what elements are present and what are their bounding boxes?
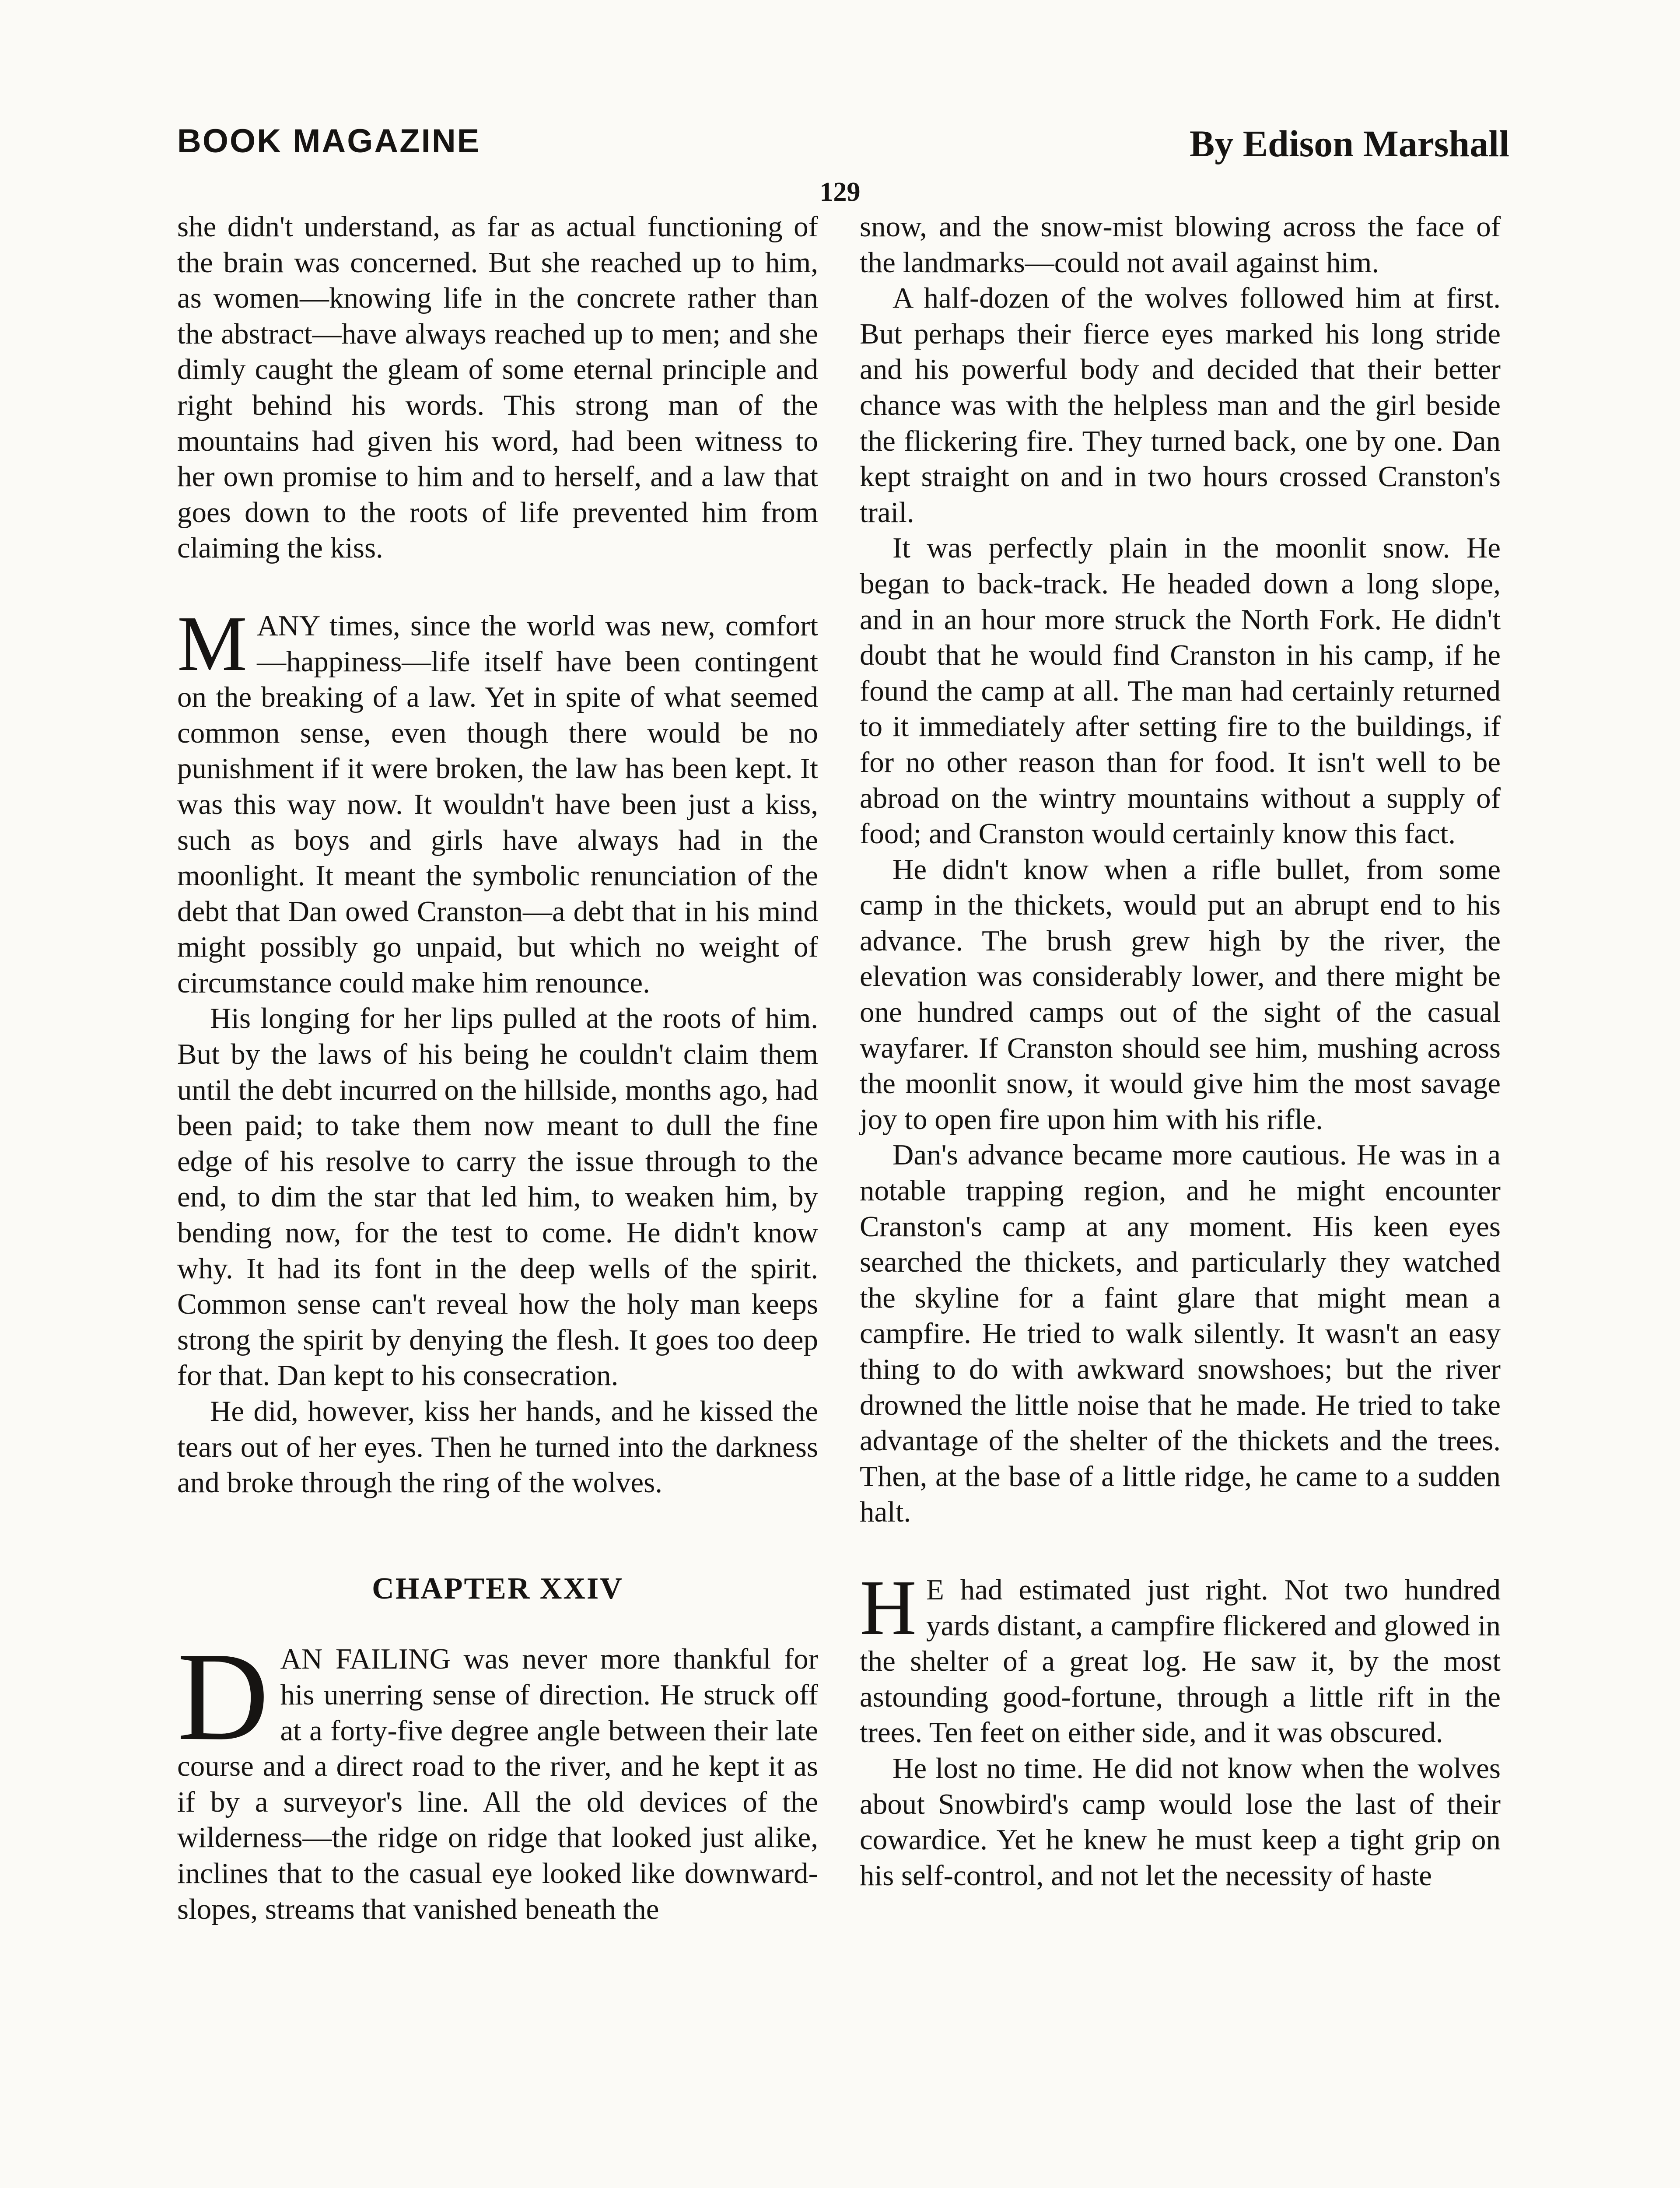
section-spacer [177, 1501, 818, 1571]
section-spacer [177, 566, 818, 608]
paragraph: It was perfectly plain in the moonlit snow. He began to back-track. He headed down a long slope, and in an hour more struck the North Fork. He didn't doubt that he would find Cranston in his camp, if he found the camp at all. The man had certainly returned to it immediately after setting fire to the buildings, if for no other reason than for food. It isn't well to be abroad on the wintry mountains without a supply of food; and Cranston would certainly know this fact. [860, 532, 1501, 850]
paragraph-text: AN FAILING was never more thankful for his unerring sense of direction. He struck off at a forty-five degree angle between their late course and a direct road to the river, and he kept it as if by a surveyor's line. All the old devices of the wilderness—the ridge on ridge that looked just alike, inclines that to the casual eye looked like downward-slopes, streams that vanished beneath the [177, 1643, 818, 1925]
page-number: 129 [819, 177, 861, 207]
paragraph: snow, and the snow-mist blowing across the face of the landmarks—could not avail against him. [860, 210, 1501, 279]
paragraph: Dan's advance became more cautious. He was in a notable trapping region, and he might encounter Cranston's camp at any moment. His keen eyes searched the thickets, and particularly they watched the skyline for a faint glare that might mean a campfire. He tried to walk silently. It wasn't an easy thing to do with awkward snowshoes; but the river drowned the little noise that he made. He tried to take advantage of the shelter of the thickets and the trees. Then, at the base of a little ridge, he came to a sudden halt. [860, 1139, 1501, 1529]
left-column [177, 209, 818, 1927]
paragraph-text: E had estimated just right. Not two hundred yards distant, a campfire flickered and glowed in the shelter of a great log. He saw it, by the most astounding good-fortune, through a little rift in the trees. Ten feet on either side, and it was obscured. [860, 1573, 1501, 1749]
paragraph: A half-dozen of the wolves followed him at first. But perhaps their fierce eyes marked his long stride and his powerful body and decided that their better chance was with the helpless man and the girl beside the flickering fire. They turned back, one by one. Dan kept straight on and in two hours crossed Cranston's trail. [860, 282, 1501, 529]
chapter-heading: CHAPTER XXIV [372, 1571, 623, 1606]
paragraph: His longing for her lips pulled at the roots of him. But by the laws of his being he couldn't claim them until the debt incurred on the hillside, months ago, had been paid; to take them now meant to dull the fine edge of his resolve to carry the issue through to the end, to dim the star that led him, to weaken him, by bending now, for the test to come. He didn't know why. It had its font in the deep wells of the spirit. Common sense can't reveal how the holy man keeps strong the spirit by denying the flesh. It goes too deep for that. Dan kept to his consecration. [177, 1002, 818, 1392]
paragraph: He lost no time. He did not know when the wolves about Snowbird's camp would lose the last of their cowardice. Yet he knew he must keep a tight grip on his self-control, and not let the necessity of haste [860, 1752, 1501, 1892]
drop-cap: H [860, 1564, 917, 1651]
magazine-title: BOOK MAGAZINE [177, 123, 481, 160]
paragraph-drop-initial [177, 600, 818, 1001]
paragraph-drop-initial [177, 1626, 818, 1927]
author-byline: By Edison Marshall [1189, 123, 1509, 165]
paragraph: she didn't understand, as far as actual functioning of the brain was concerned. But she reached up to him, as women—knowing life in the concrete rather than the abstract—have always reached up to men; and she dimly caught the gleam of some eternal principle and right behind his words. This strong man of the mountains had given his word, had been witness to her own promise to him and to herself, and a law that goes down to the roots of life prevented him from claiming the kiss. [177, 210, 818, 565]
paragraph: He did, however, kiss her hands, and he kissed the tears out of her eyes. Then he turned into the darkness and broke through the ring of the wolves. [177, 1395, 818, 1499]
section-spacer [177, 1606, 818, 1641]
paragraph-text: ANY times, since the world was new, comfort—happiness—life itself have been contingent on the breaking of a law. Yet in spite of what seemed common sense, even though there would be no punishment if it were broken, the law has been kept. It was this way now. It wouldn't have been just a kiss, such as boys and girls have always had in the moonlight. It meant the symbolic renunciation of the debt that Dan owed Cranston—a debt that in his mind might possibly go unpaid, but which no weight of circumstance could make him renounce. [177, 609, 818, 999]
drop-cap: D [177, 1626, 269, 1767]
drop-cap: M [177, 600, 248, 687]
section-spacer [860, 1530, 1501, 1572]
paragraph-drop-initial [860, 1564, 1501, 1751]
right-column [860, 209, 1501, 1893]
paragraph: He didn't know when a rifle bullet, from some camp in the thickets, would put an abrupt end to his advance. The brush grew high by the river, the elevation was considerably lower, and there might be one hundred camps out of the sight of the casual wayfarer. If Cranston should see him, mushing across the moonlit snow, it would give him the most savage joy to open fire upon him with his rifle. [860, 853, 1501, 1136]
